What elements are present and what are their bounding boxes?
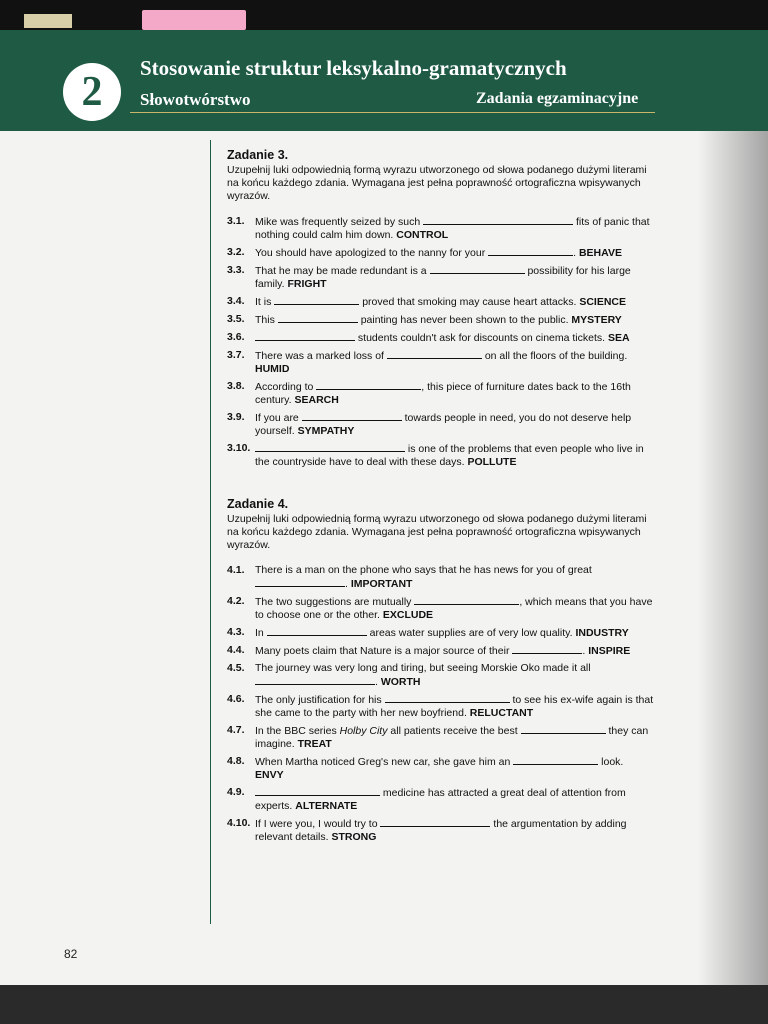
item-keyword: INDUSTRY — [575, 627, 629, 639]
item-number: 4.5. — [227, 662, 245, 674]
section-label: Zadania egzaminacyjne — [476, 90, 639, 107]
exercise-item — [227, 442, 654, 469]
exercise-item — [227, 331, 654, 345]
exercise-item — [227, 380, 654, 407]
item-number: 3.9. — [227, 411, 245, 423]
answer-blank[interactable] — [267, 626, 367, 636]
task-4 — [227, 497, 654, 848]
item-keyword: WORTH — [380, 676, 421, 688]
exercise-item — [227, 644, 654, 658]
bottom-dark-strip — [0, 985, 768, 1024]
item-text: Mike was frequently seized by such — [255, 216, 421, 228]
item-number: 3.6. — [227, 331, 245, 343]
item-text: , which means that you have to choose one or the other. — [255, 596, 653, 621]
item-text: painting has never been shown to the public. — [360, 314, 569, 326]
item-keyword: SEARCH — [294, 394, 339, 406]
item-text: the argumentation by adding relevant details. — [255, 818, 627, 843]
item-number: 3.3. — [227, 264, 245, 276]
task-title: Zadanie 3. — [227, 148, 289, 162]
item-text: In the BBC series — [255, 725, 337, 737]
item-text: The only justification for his — [255, 694, 382, 706]
item-text: areas water supplies are of very low quality. — [369, 627, 573, 639]
answer-blank[interactable] — [255, 675, 375, 685]
item-text: The journey was very long and tiring, but seeing Morskie Oko made it all — [255, 662, 591, 674]
page-number: 82 — [64, 947, 78, 961]
exercise-item — [227, 564, 654, 591]
item-number: 3.4. — [227, 295, 245, 307]
item-keyword: MYSTERY — [571, 314, 622, 326]
item-text: on all the floors of the building. — [484, 350, 628, 362]
item-number: 4.3. — [227, 626, 245, 638]
answer-blank[interactable] — [255, 786, 380, 796]
item-text: You should have apologized to the nanny for your — [255, 247, 486, 259]
answer-blank[interactable] — [423, 215, 573, 225]
item-number: 4.9. — [227, 786, 245, 798]
exercise-item — [227, 786, 654, 813]
exercise-item — [227, 246, 654, 260]
item-number: 4.6. — [227, 693, 245, 705]
item-text: In — [255, 627, 264, 639]
answer-blank[interactable] — [302, 411, 402, 421]
answer-blank[interactable] — [430, 264, 525, 274]
item-text-italic: Holby City — [339, 725, 388, 737]
exercise-item — [227, 817, 654, 844]
item-number: 3.1. — [227, 215, 245, 227]
exercise-item — [227, 626, 654, 640]
item-keyword: FRIGHT — [287, 278, 327, 290]
answer-blank[interactable] — [278, 313, 358, 323]
item-keyword: EXCLUDE — [382, 609, 434, 621]
item-keyword: SCIENCE — [579, 296, 626, 308]
item-text: all patients receive the best — [390, 725, 518, 737]
item-text: When Martha noticed Greg's new car, she gave him an — [255, 756, 511, 768]
answer-blank[interactable] — [414, 595, 519, 605]
item-text: . — [375, 676, 378, 688]
item-number: 4.2. — [227, 595, 245, 607]
answer-blank[interactable] — [521, 724, 606, 734]
item-number: 4.1. — [227, 564, 245, 576]
task-title: Zadanie 4. — [227, 497, 289, 511]
answer-blank[interactable] — [512, 644, 582, 654]
item-number: 3.5. — [227, 313, 245, 325]
item-text: possibility for his large family. — [255, 265, 631, 290]
exercise-item — [227, 411, 654, 438]
item-text: they can imagine. — [255, 725, 649, 750]
sticky-tab-pink — [142, 10, 246, 30]
answer-blank[interactable] — [274, 295, 359, 305]
exercise-item — [227, 295, 654, 309]
item-keyword: BEHAVE — [578, 247, 622, 259]
item-text: , this piece of furniture dates back to the 16th century. — [255, 381, 631, 406]
exercise-item — [227, 693, 654, 720]
item-number: 4.4. — [227, 644, 245, 656]
answer-blank[interactable] — [380, 817, 490, 827]
task-instruction: Uzupełnij luki odpowiednią formą wyrazu utworzonego od słowa podanego dużymi literami na końcu każdego zdania. Wymagana jest pełna poprawność ortograficzna wpisywanych wyrazów. — [227, 513, 647, 551]
top-dark-strip — [0, 0, 768, 30]
exercise-item — [227, 724, 654, 751]
item-keyword: ALTERNATE — [295, 800, 358, 812]
item-text: This — [255, 314, 275, 326]
exercise-item — [227, 215, 654, 242]
margin-rule — [210, 140, 211, 924]
item-text: That he may be made redundant is a — [255, 265, 427, 277]
sticky-tab-beige — [24, 14, 72, 28]
task-3 — [227, 148, 654, 473]
answer-blank[interactable] — [255, 331, 355, 341]
item-keyword: CONTROL — [396, 229, 449, 241]
item-number: 3.10. — [227, 442, 251, 454]
item-text: medicine has attracted a great deal of attention from experts. — [255, 787, 626, 812]
item-keyword: ENVY — [255, 769, 284, 781]
item-text: . — [345, 578, 348, 590]
answer-blank[interactable] — [385, 693, 510, 703]
item-text: proved that smoking may cause heart attacks. — [362, 296, 577, 308]
item-text: . — [573, 247, 577, 259]
item-keyword: HUMID — [255, 363, 290, 375]
exercise-item — [227, 595, 654, 622]
exercise-item — [227, 349, 654, 376]
header-gold-rule — [130, 112, 655, 113]
item-keyword: IMPORTANT — [350, 578, 413, 590]
answer-blank[interactable] — [488, 246, 573, 256]
page-spine-shadow — [698, 30, 768, 985]
item-keyword: STRONG — [331, 831, 377, 843]
item-keyword: TREAT — [297, 738, 332, 750]
chapter-title: Stosowanie struktur leksykalno-gramatycznych — [140, 56, 567, 80]
item-number: 3.8. — [227, 380, 245, 392]
item-text: The two suggestions are mutually — [255, 596, 412, 608]
item-text: Many poets claim that Nature is a major source of their — [255, 645, 510, 657]
answer-blank[interactable] — [255, 577, 345, 587]
item-number: 3.2. — [227, 246, 245, 258]
item-text: . — [582, 645, 586, 657]
item-text: towards people in need, you do not deserve help yourself. — [255, 412, 632, 437]
item-text: There was a marked loss of — [255, 350, 384, 362]
answer-blank[interactable] — [255, 442, 405, 452]
item-text: It is — [255, 296, 272, 308]
answer-blank[interactable] — [316, 380, 421, 390]
item-text: There is a man on the phone who says that he has news for you of great — [255, 564, 592, 576]
exercise-list — [227, 564, 654, 844]
item-text: students couldn't ask for discounts on cinema tickets. — [357, 332, 606, 344]
item-text: to see his ex-wife again is that she came to the party with her new boyfriend. — [255, 694, 654, 719]
item-keyword: SEA — [607, 332, 630, 344]
exercise-item — [227, 755, 654, 782]
item-text: look. — [601, 756, 624, 768]
exercise-item — [227, 313, 654, 327]
item-text: According to — [255, 381, 314, 393]
item-number: 4.8. — [227, 755, 245, 767]
item-text: If you are — [255, 412, 299, 424]
task-instruction: Uzupełnij luki odpowiednią formą wyrazu utworzonego od słowa podanego dużymi literami na końcu każdego zdania. Wymagana jest pełna poprawność ortograficzna wpisywanych wyrazów. — [227, 164, 647, 202]
item-text: If I were you, I would try to — [255, 818, 378, 830]
item-number: 4.7. — [227, 724, 245, 736]
answer-blank[interactable] — [513, 755, 598, 765]
item-keyword: SYMPATHY — [297, 425, 355, 437]
item-keyword: INSPIRE — [588, 645, 631, 657]
item-text: fits of panic that nothing could calm him down. — [255, 216, 650, 241]
item-text: is one of the problems that even people who live in the countryside have to deal with these days. — [255, 443, 644, 468]
chapter-subtitle: Słowotwórstwo — [140, 90, 251, 109]
item-keyword: POLLUTE — [467, 456, 517, 468]
exercise-item — [227, 264, 654, 291]
chapter-number-badge: 2 — [63, 63, 121, 121]
item-number: 3.7. — [227, 349, 245, 361]
item-number: 4.10. — [227, 817, 251, 829]
answer-blank[interactable] — [387, 349, 482, 359]
exercise-list — [227, 215, 654, 469]
exercise-item — [227, 662, 654, 689]
item-keyword: RELUCTANT — [469, 707, 534, 719]
